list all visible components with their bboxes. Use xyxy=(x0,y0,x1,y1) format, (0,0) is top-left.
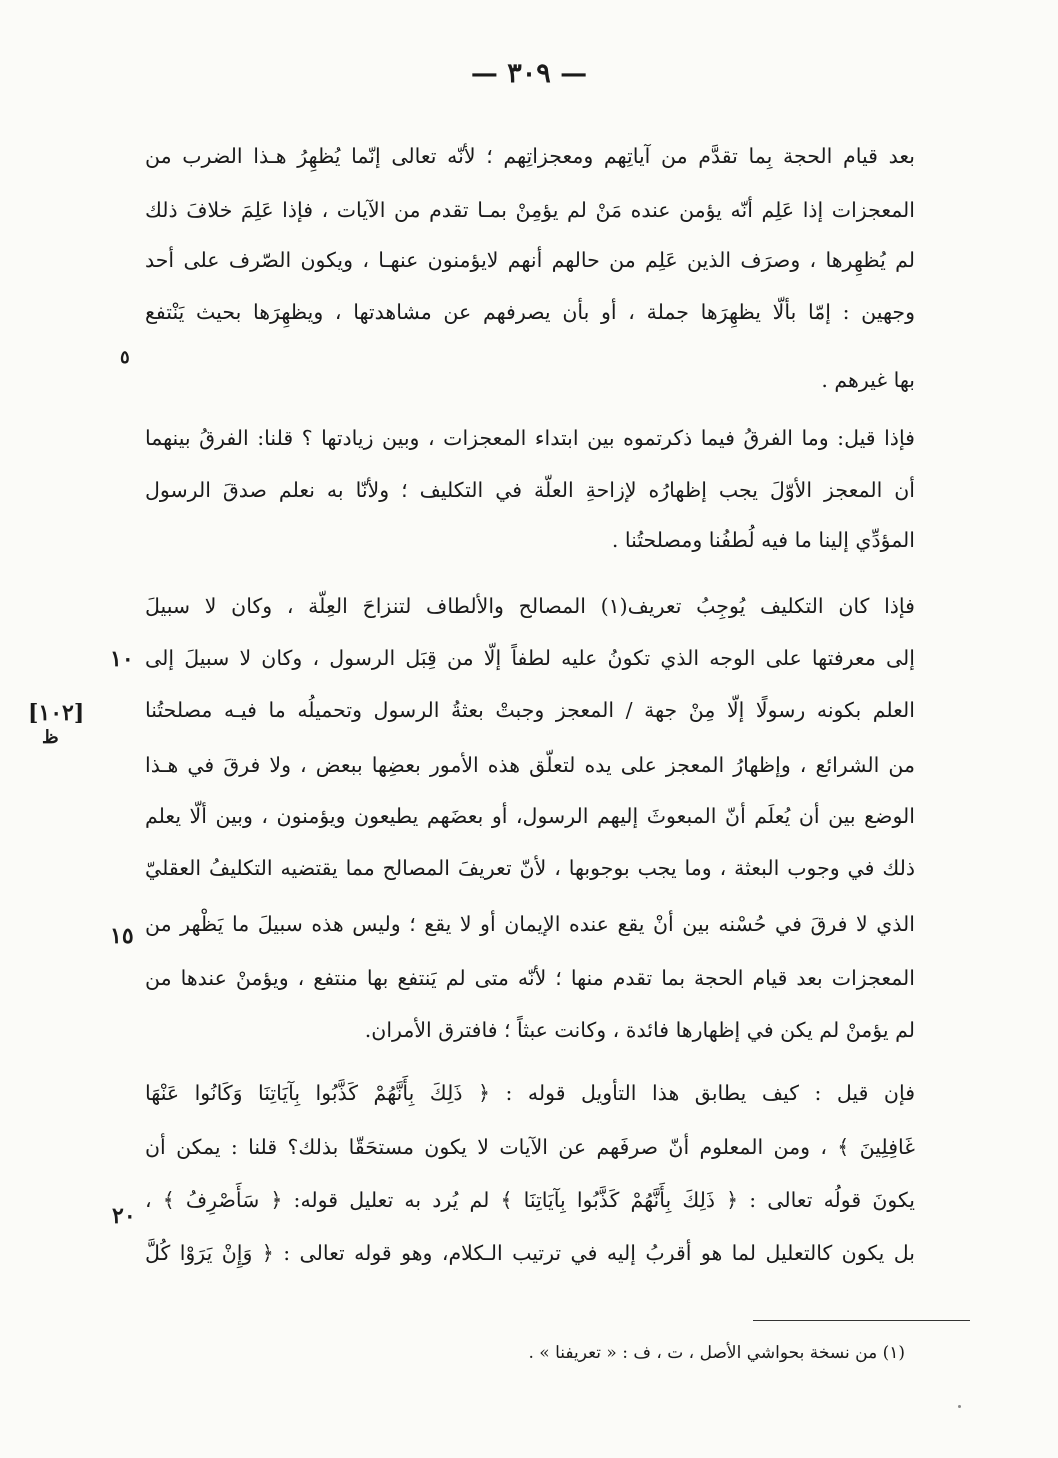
text-line: وجهين : إمّا بألّا يظهِرَها جملة ، أو بأن يصرفهم عن مشاهدتها ، ويظهِرَها بحيث يَنْتفع xyxy=(145,300,915,324)
text-line: ذلك في وجوب البعثة ، وما يجب بوجوبها ، لأنّ تعريفَ المصالح مما يقتضيه التكليفُ العقليّ xyxy=(145,856,915,880)
text-line: من الشرائع ، وإظهارُ المعجز على يده لتعلّق هذه الأمور بعضِها ببعض ، ولا فرقَ في هـذا xyxy=(145,753,915,777)
text-line: الذي لا فرقَ في حُسْنه بين أنْ يقع عنده الإيمان أو لا يقع ؛ وليس هذه سبيلَ ما يَظْهر من xyxy=(145,912,915,936)
footnote: (١) من نسخة بحواشي الأصل ، ت ، ف : « تعريفنا » . xyxy=(528,1343,905,1363)
text-line: بعد قيام الحجة بِما تقدَّم من آياتِهم ومعجزاتِهم ؛ لأنّه تعالى إنّما يُظهِرُ هـذا الضرب من xyxy=(145,144,915,168)
text-line: فإن قيل : كيف يطابق هذا التأويل قوله : ﴿ ذَلِكَ بِأَنَّهُمْ كَذَّبُوا بِآيَاتِنَا وَكَانُوا عَنْهَا xyxy=(145,1081,915,1105)
text-line: أن المعجز الأوّلَ يجب إظهارُه لإزاحةِ العلّة في التكليف ؛ ولأنّا به نعلم صدقَ الرسول xyxy=(145,478,915,502)
line-number-10: ١٠ xyxy=(110,646,134,672)
line-number-15: ١٥ xyxy=(110,923,134,949)
text-line: يكونَ قولُه تعالى : ﴿ ذَلِكَ بِأَنَّهُمْ كَذَّبُوا بِآيَاتِنَا ﴾ لم يُرد به تعليل قوله: ﴿ سَأَصْرِفُ ﴾ ، xyxy=(145,1188,915,1212)
text-line: غَافِلِينَ ﴾ ، ومن المعلوم أنّ صرفَهم عن الآيات لا يكون مستحَقّا بذلك؟ قلنا : يمكن أن xyxy=(145,1135,915,1159)
text-line: فإذا قيل: وما الفرقُ فيما ذكرتموه بين ابتداء المعجزات ، وبين زيادتها ؟ قلنا: الفرقُ بينهما xyxy=(145,426,915,450)
scan-speck xyxy=(958,1405,961,1408)
line-number-20: ٢٠ xyxy=(112,1203,136,1229)
text-line: بل يكون كالتعليل لما هو أقربُ إليه في ترتيب الـكلام، وهو قوله تعالى : ﴿ وَإِنْ يَرَوْا كُلَّ xyxy=(145,1241,915,1265)
manuscript-side-mark: ظ xyxy=(42,727,59,748)
text-line: فإذا كان التكليف يُوجِبُ تعريف(١) المصالح والألطاف لتنزاحَ العِلّة ، وكان لا سبيلَ xyxy=(145,594,915,618)
footnote-divider xyxy=(753,1320,970,1321)
text-line: المؤدِّي إلينا ما فيه لُطفُنا ومصلحتُنا . xyxy=(611,528,915,552)
text-line: المعجزات بعد قيام الحجة بما تقدم منها ؛ لأنّه متى لم يَنتفع بها منتفع ، ويؤمنْ عندها من xyxy=(145,966,915,990)
text-line: لم يُظهِرها ، وصرَف الذين عَلِم من حالهم أنهم لايؤمنون عنهـا ، ويكون الصّرف على أحد xyxy=(145,248,915,272)
manuscript-folio-marker: [١٠٢] xyxy=(28,700,85,726)
text-line: الوضع بين أن يُعلَم أنّ المبعوثَ إليهم الرسول، أو بعضَهم يطيعون ويؤمنون ، وبين ألّا يعلم xyxy=(145,804,915,828)
line-number-5: ٥ xyxy=(120,347,130,368)
text-line: المعجزات إذا عَلِم أنّه يؤمن عنده مَنْ لم يؤمِنْ بمـا تقدم من الآيات ، فإذا عَلِمَ خلافَ ذلك xyxy=(145,198,915,222)
text-line: العلم بكونه رسولًا إلّا مِنْ جهة / المعجز وجبتْ بعثةُ الرسول وتحميلُه ما فيـه مصلحتُنا xyxy=(145,698,915,722)
text-line: إلى معرفتها على الوجه الذي تكونُ عليه لطفاً إلّا من قِبَل الرسول ، وكان لا سبيلَ إلى xyxy=(145,646,915,670)
text-line: بها غيرهم . xyxy=(821,368,915,392)
text-line: لم يؤمنْ لم يكن في إظهارها فائدة ، وكانت عبثاً ؛ فافترق الأمران. xyxy=(364,1018,915,1042)
page-number: — ٣٠٩ — xyxy=(470,58,588,89)
